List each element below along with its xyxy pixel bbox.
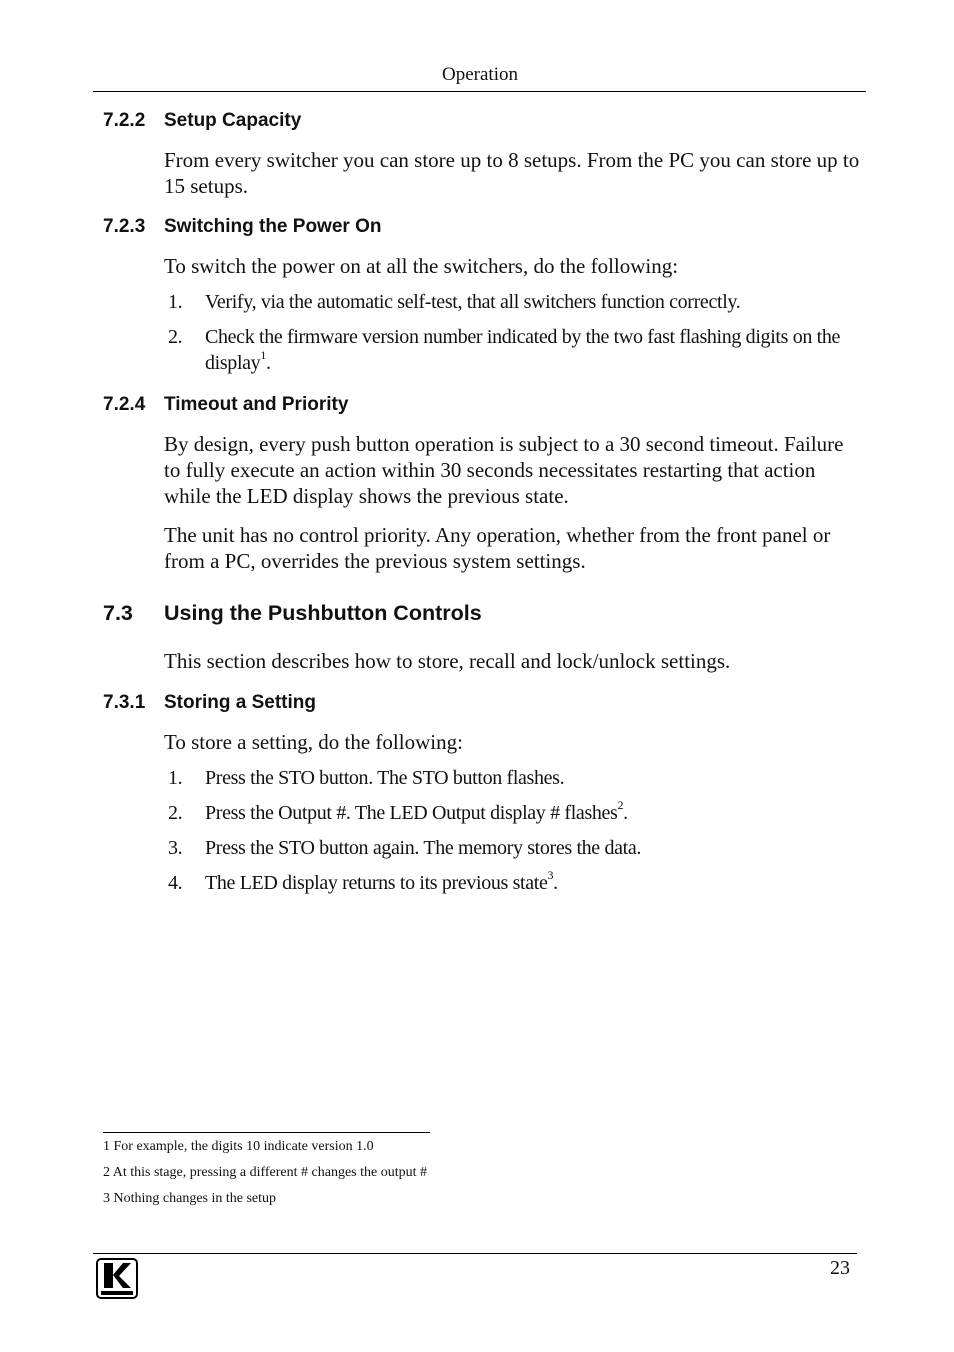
running-header: Operation: [442, 64, 518, 85]
pushbutton-intro: This section describes how to store, recall and lock/unlock settings.: [164, 649, 731, 673]
list-text: Press the Output #. The LED Output display # flashes: [205, 802, 618, 824]
list-number: 2.: [168, 326, 183, 348]
power-on-intro: To switch the power on at all the switchers, do the following:: [164, 254, 679, 278]
footnote-divider: [103, 1132, 430, 1133]
list-number: 2.: [168, 802, 183, 824]
list-number: 3.: [168, 837, 183, 859]
list-text-end: .: [553, 872, 558, 894]
list-item: [168, 835, 868, 861]
section-number: 7.3: [103, 601, 133, 625]
section-heading-7-3: [103, 601, 482, 626]
list-text: The LED display returns to its previous state: [205, 872, 548, 894]
section-title: Storing a Setting: [164, 692, 316, 713]
footnote: 3 Nothing changes in the setup: [103, 1191, 277, 1206]
storing-intro: To store a setting, do the following:: [164, 730, 463, 754]
header-divider: [93, 91, 866, 92]
priority-paragraph: The unit has no control priority. Any operation, whether from the front panel or from a PC, overrides the previous system settings.: [164, 523, 831, 573]
section-number: 7.2.3: [103, 216, 146, 237]
kramer-logo-icon: [96, 1258, 138, 1299]
footnote: 1 For example, the digits 10 indicate version 1.0: [103, 1139, 374, 1154]
list-item: [168, 289, 868, 315]
list-text-end: .: [623, 802, 628, 824]
section-title: Switching the Power On: [164, 216, 382, 237]
list-text-wrapper: [205, 800, 868, 826]
footer-divider: [93, 1253, 857, 1254]
section-heading-7-3-1: [103, 692, 316, 714]
section-title: Using the Pushbutton Controls: [164, 601, 482, 625]
section-title: Setup Capacity: [164, 110, 302, 131]
page-number: 23: [830, 1257, 850, 1279]
list-text-wrapper: [205, 324, 868, 376]
section-number: 7.2.2: [103, 110, 146, 131]
list-text: Verify, via the automatic self-test, that all switchers function correctly.: [205, 291, 741, 313]
list-text-wrapper: [205, 870, 868, 896]
footnote-ref[interactable]: 1: [260, 348, 266, 363]
list-text: Check the firmware version number indicated by the two fast flashing digits on the display: [205, 326, 841, 374]
list-text: Press the STO button again. The memory stores the data.: [205, 837, 642, 859]
list-number: 1.: [168, 767, 183, 789]
setup-capacity-paragraph: From every switcher you can store up to 8 setups. From the PC you can store up to 15 setups.: [164, 148, 860, 198]
list-item: [168, 324, 868, 376]
list-number: 1.: [168, 291, 183, 313]
section-title: Timeout and Priority: [164, 394, 349, 415]
list-item: [168, 765, 868, 791]
footnote-ref[interactable]: 3: [547, 868, 554, 883]
section-heading-7-2-4: [103, 394, 348, 416]
section-number: 7.3.1: [103, 692, 146, 713]
section-heading-7-2-3: [103, 216, 381, 238]
footnote: 2 At this stage, pressing a different # changes the output #: [103, 1165, 428, 1180]
list-number: 4.: [168, 872, 183, 894]
list-item: [168, 870, 868, 896]
list-text: Press the STO button. The STO button flashes.: [205, 767, 565, 789]
timeout-paragraph: By design, every push button operation is subject to a 30 second timeout. Failure to fully execute an action within 30 seconds necessitates restarting that action while the LED display shows the previous state.: [164, 432, 844, 508]
section-number: 7.2.4: [103, 394, 146, 415]
list-item: [168, 800, 868, 826]
footnote-ref[interactable]: 2: [617, 798, 624, 813]
section-heading-7-2-2: [103, 110, 301, 132]
list-text-end: .: [265, 352, 271, 374]
